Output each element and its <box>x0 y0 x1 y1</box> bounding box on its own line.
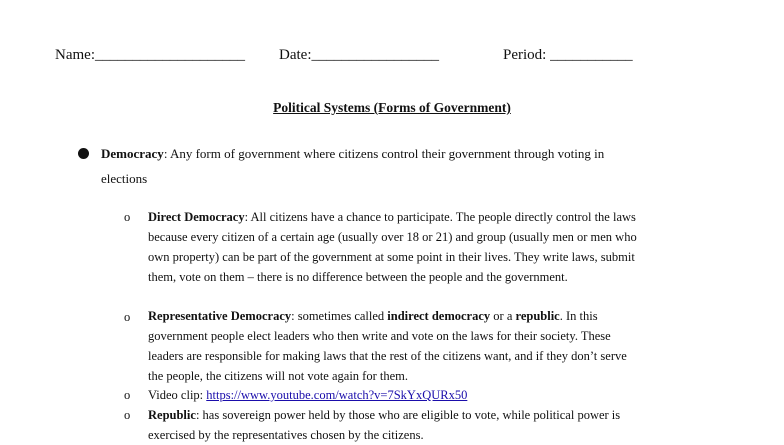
sub-bullet-icon: o <box>124 210 131 224</box>
paragraph-line: own property) can be part of the government at some point in their lives. They write laws, submit <box>148 250 635 264</box>
democracy-definition <box>101 144 604 164</box>
video-clip-link[interactable]: https://www.youtube.com/watch?v=7SkYxQURx50 <box>206 388 468 402</box>
sub-bullet-icon: o <box>124 388 131 402</box>
paragraph-line: leaders are responsible for making laws that the rest of the citizens want, and if they don’t serve <box>148 349 627 363</box>
video-clip-label: Video clip: <box>148 388 207 402</box>
paragraph-line: : All citizens have a chance to participate. The people directly control the laws <box>244 210 636 224</box>
republic-term: republic <box>515 309 560 323</box>
democracy-term: Democracy <box>101 146 164 161</box>
democracy-definition-cont: elections <box>101 171 148 186</box>
paragraph-line: government people elect leaders who then write and vote on the laws for their society. These <box>148 329 611 343</box>
representative-democracy-paragraph <box>148 306 738 386</box>
paragraph-text: or a <box>490 309 516 323</box>
paragraph-line: because every citizen of a certain age (usually over 18 or 21) and group (usually men or men who <box>148 230 637 244</box>
direct-democracy-term: Direct Democracy <box>148 210 245 224</box>
paragraph-text: : sometimes called <box>291 309 388 323</box>
paragraph-text: . In this <box>559 309 598 323</box>
paragraph-line: exercised by the representatives chosen by the citizens. <box>148 428 424 442</box>
sub-bullet-icon: o <box>124 408 131 422</box>
sub-bullet-icon: o <box>124 310 131 324</box>
page-title: Political Systems (Forms of Government) <box>273 100 511 115</box>
bullet-icon <box>78 148 89 159</box>
paragraph-line: the people, the citizens will not vote again for them. <box>148 369 408 383</box>
democracy-text: : Any form of government where citizens control their government through voting in <box>163 146 605 161</box>
name-field-label: Name:____________________ <box>55 47 245 63</box>
paragraph-line: them, vote on them – there is no difference between the people and the government. <box>148 270 568 284</box>
republic-heading: Republic <box>148 408 196 422</box>
video-clip-line <box>148 385 738 405</box>
republic-paragraph <box>148 405 738 445</box>
direct-democracy-paragraph <box>148 207 738 287</box>
paragraph-line: : has sovereign power held by those who are eligible to vote, while political power is <box>195 408 621 422</box>
representative-democracy-term: Representative Democracy <box>148 309 292 323</box>
date-field-label: Date:_________________ <box>279 47 439 63</box>
indirect-democracy-term: indirect democracy <box>387 309 491 323</box>
period-field-label: Period: ___________ <box>503 47 633 63</box>
